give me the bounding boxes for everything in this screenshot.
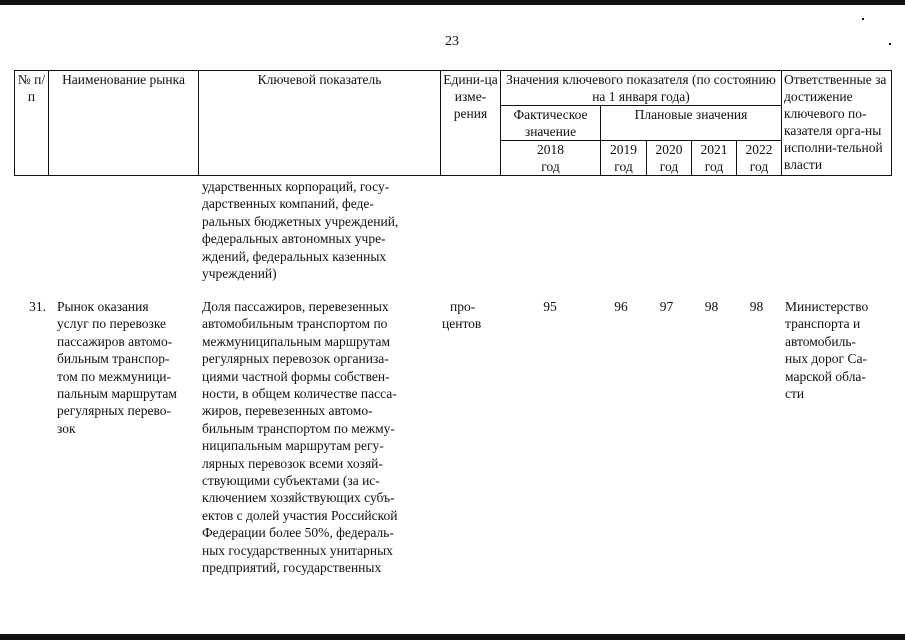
header-year-2022: 2022 год [737,141,782,176]
text-line: регулярных перевозок организа- [202,351,389,367]
text-line: дарственных компаний, феде- [202,196,374,212]
header-year-2020: 2020 год [647,141,692,176]
text-line: циями частной формы собствен- [202,368,390,384]
top-border [0,0,905,5]
header-responsible: Ответственные за достижение ключевого по-казателя орга-ны исполни-тельной власти [782,71,892,176]
value-2018: 95 [543,299,557,314]
page-number: 23 [445,34,459,49]
text-line: ниципальным маршрутам регу- [202,438,384,454]
text-line: услуг по перевозке [57,316,167,332]
text-line: регулярных перево- [57,403,172,419]
text-line: бильным транспортом по межму- [202,420,395,436]
text-line: пальным маршрутам [57,386,177,402]
text-line: транспорта и [785,316,861,332]
header-unit: Едини-ца изме-рения [441,71,501,176]
continuation-text [202,178,431,282]
indicator-text [202,298,431,577]
header-year-2018: 2018 год [501,141,601,176]
text-line: ральных бюджетных учреждений, [202,213,399,229]
market-name [57,298,192,437]
text-line: жиров, перевезенных автомо- [202,403,373,419]
scan-speck [889,43,891,45]
text-line: ных дорог Са- [785,351,867,367]
text-line: предприятий, государственных [202,560,382,576]
text-line: автомобиль- [785,333,857,349]
text-line: Федерации более 50%, федераль- [202,525,394,541]
row-number: 31. [29,299,46,314]
header-actual: Фактическое значение [501,106,601,141]
header-num: № п/п [15,71,49,176]
text-line: ствующими субъектами (за ис- [202,473,380,489]
text-line: ных государственных унитарных [202,542,393,558]
text-line: федеральных автономных учре- [202,231,386,247]
text-line: про- [450,299,476,314]
text-line: Министерство [785,299,869,314]
header-year-2021: 2021 год [692,141,737,176]
text-line: межмуниципальным маршрутам [202,333,391,349]
text-line: зок [57,420,76,436]
header-values-group: Значения ключевого показателя (по состоянию на 1 января года) [501,71,782,106]
responsible-body [785,298,888,402]
header-table [14,70,892,176]
text-line: марской обла- [785,368,866,384]
value-2020: 97 [659,299,674,314]
text-line: ключением хозяйствующих субъ- [202,490,395,506]
text-line: центов [442,316,482,332]
text-line: ударственных корпораций, госу- [202,179,390,194]
text-line: Доля пассажиров, перевезенных [202,299,389,314]
value-2019: 96 [614,299,628,314]
text-line: бильным транспор- [57,351,170,367]
header-indicator: Ключевой показатель [199,71,441,176]
bottom-border [0,634,905,640]
value-2021: 98 [704,299,719,314]
text-line: лярных перевозок всеми хозяй- [202,455,383,471]
text-line: том по межмуници- [57,368,172,384]
text-line: Рынок оказания [57,299,149,314]
header-year-2019: 2019 год [601,141,647,176]
header-market: Наименование рынка [49,71,199,176]
header-planned: Плановые значения [601,106,782,141]
text-line: ектов с долей участия Российской [202,507,398,523]
text-line: учреждений) [202,266,277,282]
text-line: ности, в общем количестве пасса- [202,386,397,402]
unit-text [442,298,498,333]
text-line: пассажиров автомо- [57,333,173,349]
text-line: ждений, федеральных казенных [202,248,387,264]
scan-speck [862,18,864,20]
text-line: автомобильным транспортом по [202,316,388,332]
text-line: сти [785,386,805,402]
value-2022: 98 [749,299,764,314]
